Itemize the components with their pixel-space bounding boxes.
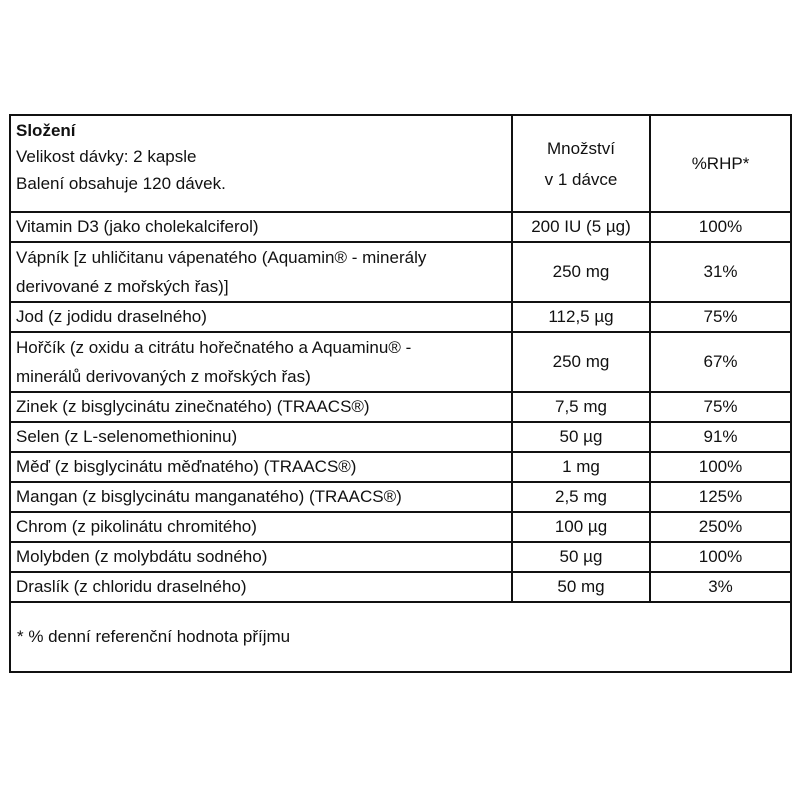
composition-header-cell: [10, 115, 512, 212]
ingredient-amount: 200 IU (5 µg): [512, 212, 650, 242]
table-row: [10, 422, 791, 452]
rhp-column-header: %RHP*: [650, 115, 791, 212]
ingredient-name: Jod (z jodidu draselného): [10, 302, 512, 332]
ingredient-rhp: 31%: [650, 242, 791, 302]
ingredient-name-line1: Vápník [z uhličitanu vápenatého (Aquamin® - minerály: [16, 248, 427, 267]
ingredient-name: Mangan (z bisglycinátu manganatého) (TRAACS®): [10, 482, 512, 512]
nutrition-facts-table: [9, 114, 792, 673]
ingredient-name: Draslík (z chloridu draselného): [10, 572, 512, 602]
ingredient-rhp: 125%: [650, 482, 791, 512]
table-row: [10, 212, 791, 242]
ingredient-amount: 250 mg: [512, 242, 650, 302]
ingredient-rhp: 67%: [650, 332, 791, 392]
table-row: [10, 482, 791, 512]
table-row: [10, 242, 791, 302]
serving-size: Velikost dávky: 2 kapsle: [16, 147, 197, 166]
ingredient-amount: 250 mg: [512, 332, 650, 392]
ingredient-amount: 50 µg: [512, 422, 650, 452]
table-header-row: [10, 115, 791, 212]
ingredient-rhp: 3%: [650, 572, 791, 602]
servings-per-pack: Balení obsahuje 120 dávek.: [16, 174, 226, 193]
table-row: [10, 512, 791, 542]
ingredient-name: [10, 242, 512, 302]
ingredient-rhp: 91%: [650, 422, 791, 452]
ingredient-rhp: 100%: [650, 542, 791, 572]
footnote: * % denní referenční hodnota příjmu: [10, 602, 791, 672]
amount-column-header: [512, 115, 650, 212]
ingredient-amount: 50 mg: [512, 572, 650, 602]
ingredient-amount: 2,5 mg: [512, 482, 650, 512]
ingredient-name-line1: Hořčík (z oxidu a citrátu hořečnatého a Aquaminu® -: [16, 338, 412, 357]
ingredient-rhp: 100%: [650, 452, 791, 482]
ingredient-amount: 1 mg: [512, 452, 650, 482]
amount-header-line1: Množství: [546, 138, 616, 158]
footnote-row: [10, 602, 791, 672]
ingredient-amount: 50 µg: [512, 542, 650, 572]
table-row: [10, 542, 791, 572]
ingredient-amount: 7,5 mg: [512, 392, 650, 422]
ingredient-rhp: 75%: [650, 392, 791, 422]
ingredient-name: Vitamin D3 (jako cholekalciferol): [10, 212, 512, 242]
table-row: [10, 452, 791, 482]
ingredient-rhp: 75%: [650, 302, 791, 332]
ingredient-rhp: 100%: [650, 212, 791, 242]
table-row: [10, 302, 791, 332]
ingredient-name: [10, 332, 512, 392]
ingredient-amount: 100 µg: [512, 512, 650, 542]
ingredient-name: Měď (z bisglycinátu měďnatého) (TRAACS®): [10, 452, 512, 482]
ingredient-name: Zinek (z bisglycinátu zinečnatého) (TRAACS®): [10, 392, 512, 422]
table-row: [10, 572, 791, 602]
amount-header-line2: v 1 dávce: [544, 169, 618, 189]
ingredient-name: Chrom (z pikolinátu chromitého): [10, 512, 512, 542]
ingredient-name: Molybden (z molybdátu sodného): [10, 542, 512, 572]
ingredient-amount: 112,5 µg: [512, 302, 650, 332]
composition-title: Složení: [16, 121, 76, 140]
ingredient-name-line2: minerálů derivovaných z mořských řas): [16, 367, 311, 386]
table-row: [10, 392, 791, 422]
table-row: [10, 332, 791, 392]
ingredient-rhp: 250%: [650, 512, 791, 542]
ingredient-name-line2: derivované z mořských řas)]: [16, 277, 229, 296]
ingredient-name: Selen (z L-selenomethioninu): [10, 422, 512, 452]
